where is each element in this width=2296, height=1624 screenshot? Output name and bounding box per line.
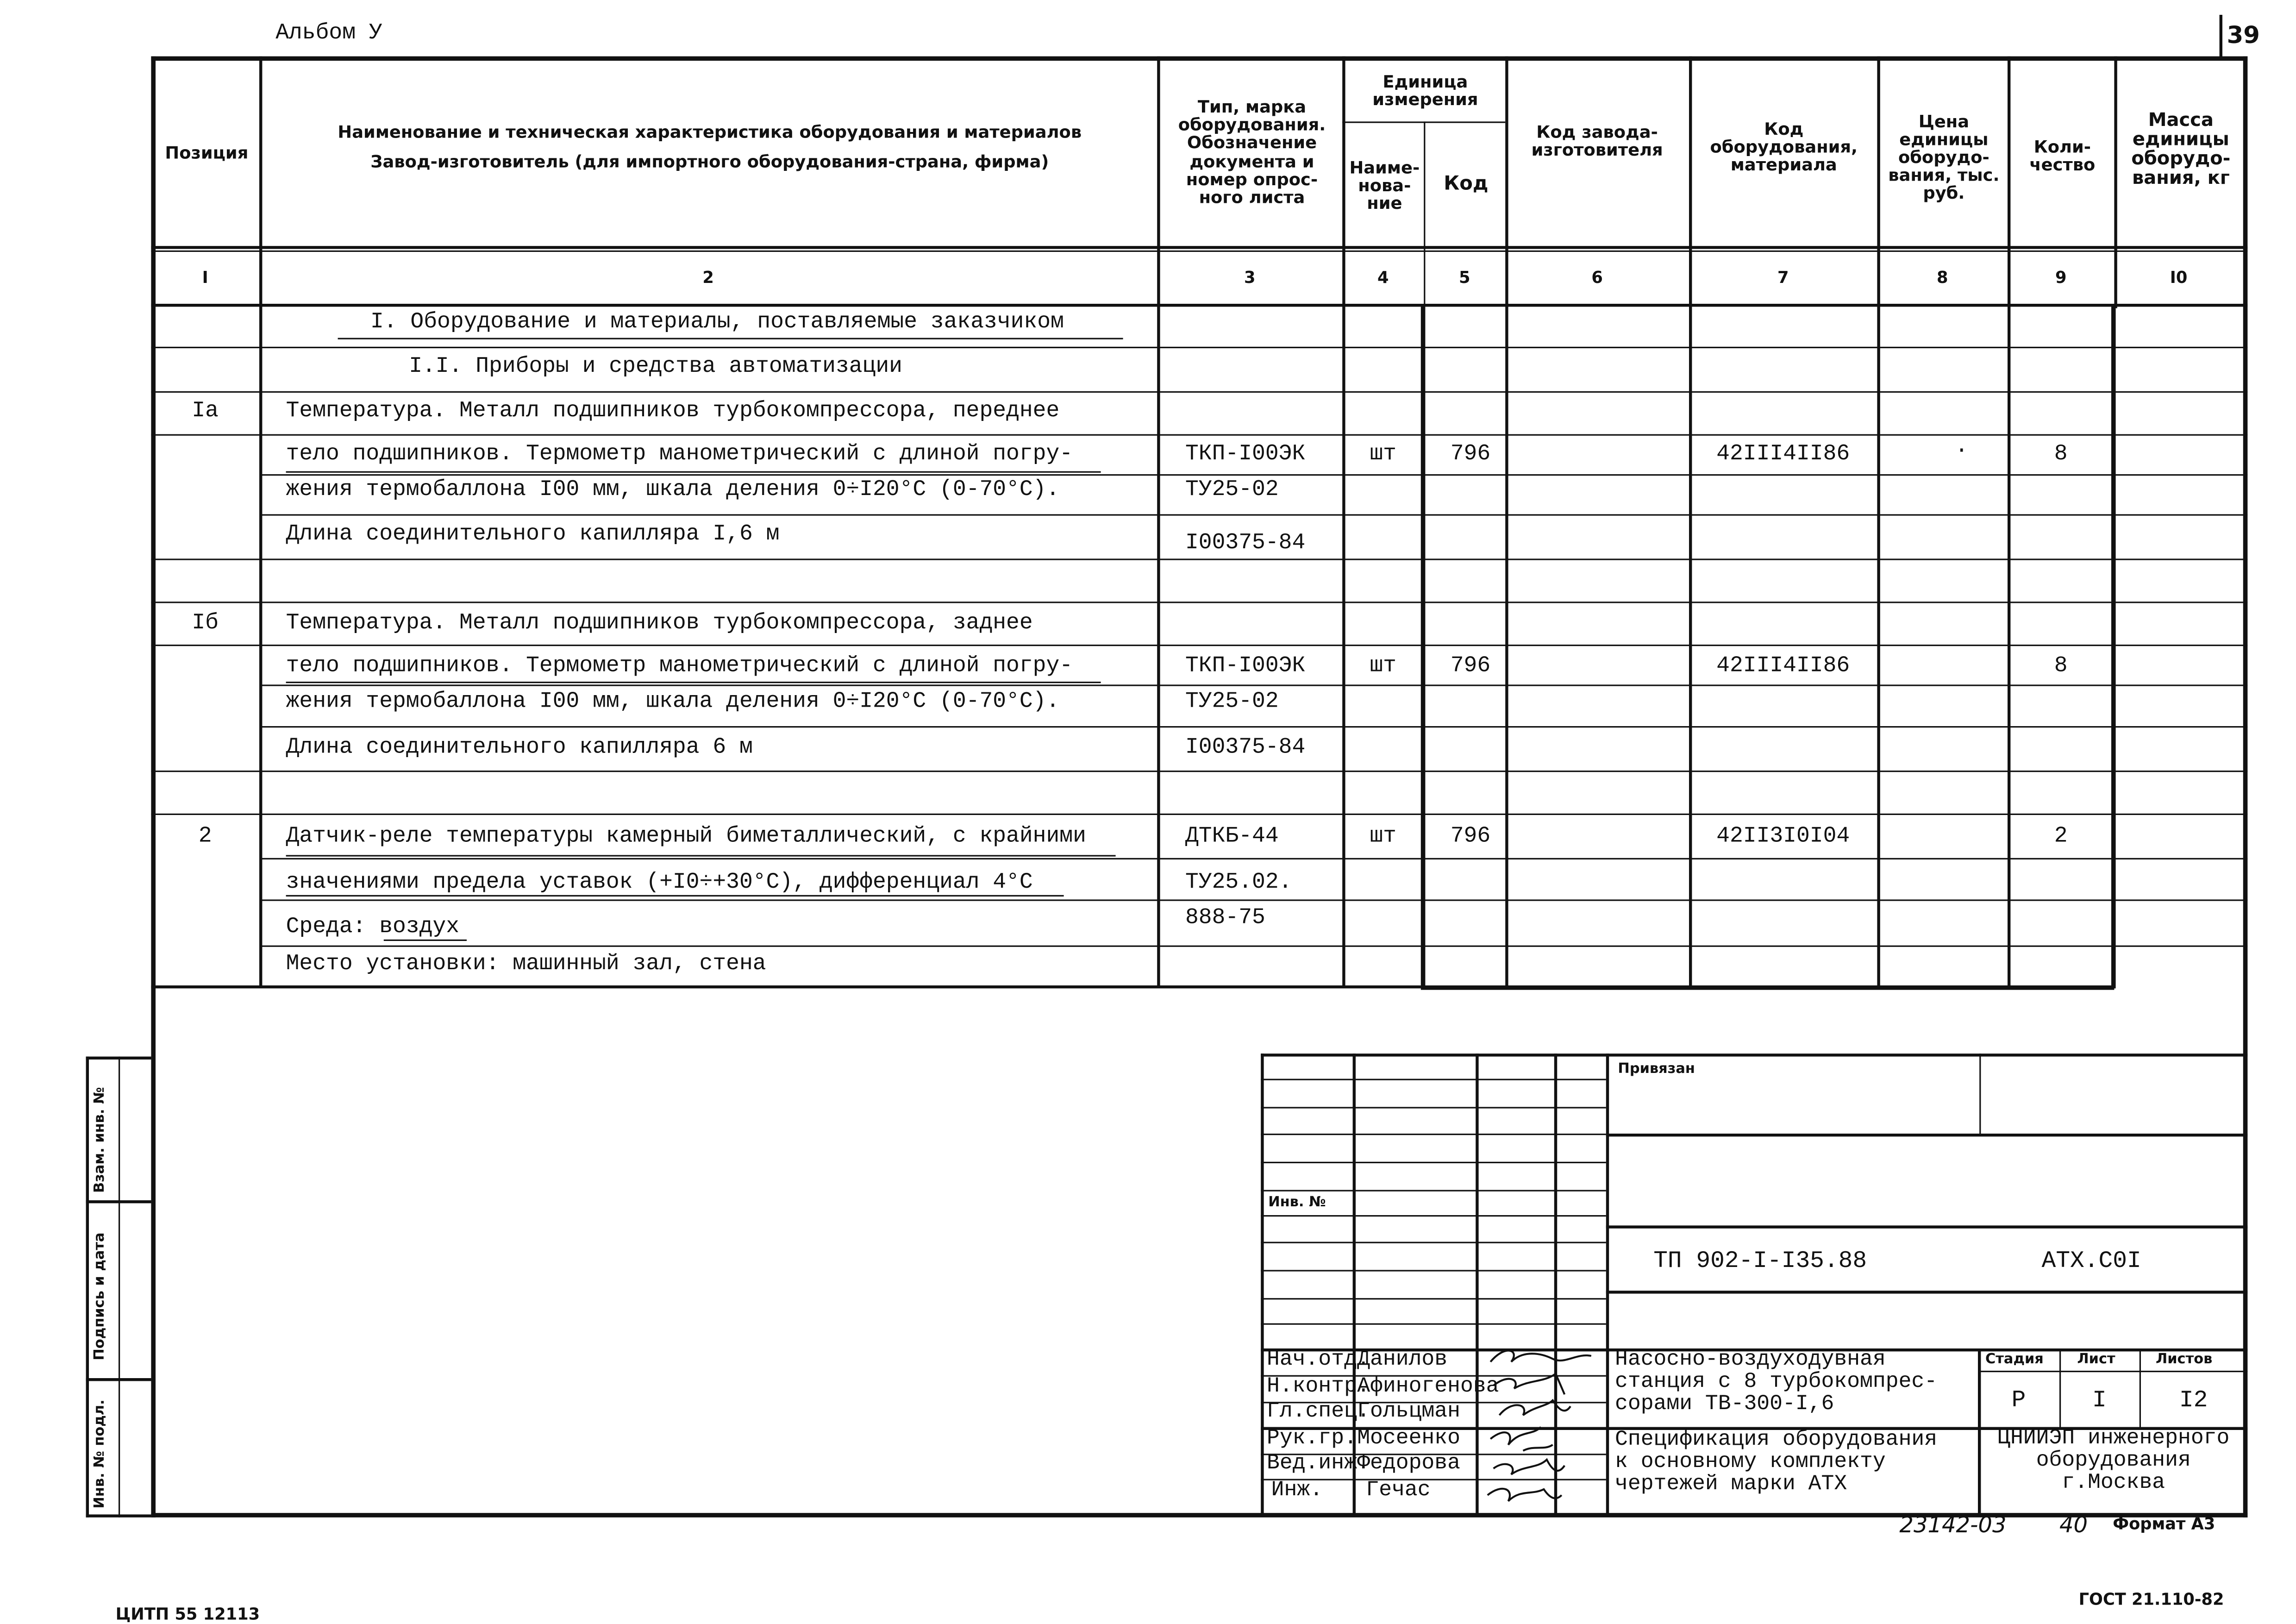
signer-name: Федорова [1357,1452,1460,1476]
page-number: 39 [2227,20,2260,49]
col-num-2: 2 [702,267,714,287]
col-num-6: 6 [1591,267,1603,287]
row-material-code: 42III4II86 [1716,653,1850,679]
row-name: Место установки: машинный зал, стена [286,951,766,977]
row-quantity: 8 [2054,653,2068,679]
row-price: · [1955,439,1969,464]
signer-role: Нач.отд. [1267,1348,1370,1373]
document-code: ТП 902-I-I35.88 [1653,1248,1867,1274]
row-name: жения термобаллона I00 мм, шкала деления 0÷I20°С (0-70°С). [286,689,1060,715]
row-name: тело подшипников. Термометр манометрический с длиной погру- [286,441,1073,467]
col-num-7: 7 [1777,267,1789,287]
header-material-code: Код оборудования, материала [1710,118,1858,175]
row-name: Датчик-реле температуры камерный биметаллический, с крайними [286,824,1086,849]
row-type: 888-75 [1185,905,1265,931]
row-name: Длина соединительного капилляра I,6 м [286,521,780,547]
section-title: I. Оборудование и материалы, поставляемые заказчиком [370,309,1064,335]
handwritten-page: 40 [2059,1511,2088,1538]
frame-top [151,56,2247,61]
col-num-5: 5 [1458,267,1470,287]
row-type: ТУ25-02 [1185,689,1279,715]
signatures-graphic [1479,1341,1606,1519]
row-unit: шт [1370,653,1396,679]
signer-role: Рук.гр. [1267,1427,1357,1451]
sheet-title-line: к основному комплекту [1615,1450,1886,1474]
header-unit-name: Наиме-нова-ние [1349,157,1420,213]
row-material-code: 42II3I0I04 [1716,824,1850,849]
album-label: Альбом У [275,20,382,46]
row-position: Iа [192,398,219,424]
col-num-3: 3 [1244,267,1256,287]
row-type: ТКП-I00ЭК [1185,441,1306,467]
header-price: Цена единицы оборудо-вания, тыс. руб. [1888,111,2000,203]
section-title-underline [338,338,1123,339]
row-name: жения термобаллона I00 мм, шкала деления 0÷I20°С (0-70°С). [286,477,1060,502]
row-position: Iб [192,610,219,636]
row-name: Температура. Металл подшипников турбокомпрессора, заднее [286,610,1033,636]
row-name: Температура. Металл подшипников турбокомпрессора, переднее [286,398,1060,424]
row-type: I00375-84 [1185,530,1306,556]
header-position: Позиция [165,142,249,163]
row-type: ТКП-I00ЭК [1185,653,1306,679]
header-type: Тип, марка оборудования. Обозначение документа и номер опрос-ного листа [1178,97,1326,207]
row-name: Длина соединительного капилляра 6 м [286,735,753,760]
org-line: ЦНИИЭП инженерного [1997,1427,2230,1451]
header-mass: Масса единицы оборудо-вания, кг [2131,107,2231,188]
col-num-1: I [202,267,208,287]
privyazan-label: Привязан [1618,1061,1695,1078]
signer-name: Данилов [1357,1348,1448,1373]
header-name-line1: Наименование и техническая характеристика оборудования и материалов [338,121,1082,143]
row-name: значениями предела уставок (+I0÷+30°С), дифференциал 4°С [286,870,1033,895]
sheet-value: I [2092,1387,2107,1414]
object-name-line: станция с 8 турбокомпрес- [1615,1371,1938,1395]
header-factory-code: Код завода-изготовителя [1531,121,1663,160]
inv-no-label: Инв. № [1268,1194,1326,1211]
header-name-line2: Завод-изготовитель (для импортного оборудования-страна, фирма) [370,151,1049,172]
signer-name: Мосеенко [1357,1427,1460,1451]
row-material-code: 42III4II86 [1716,441,1850,467]
gost-label: ГОСТ 21.110-82 [2078,1590,2224,1610]
org-line: г.Москва [2062,1471,2165,1495]
handwritten-number: 23142-03 [1899,1511,2007,1538]
format-label: Формат А3 [2113,1514,2215,1534]
sheets-label: Листов [2156,1351,2213,1368]
row-name: тело подшипников. Термометр манометрический с длиной погру- [286,653,1073,679]
row-position: 2 [198,824,212,849]
header-unit-code: Код [1444,173,1489,196]
signer-name: Гольцман [1357,1400,1460,1424]
col-num-4: 4 [1377,267,1389,287]
row-type: ТУ25.02. [1185,870,1292,895]
signer-name: Гечас [1366,1479,1431,1503]
col-num-10: I0 [2170,267,2188,287]
row-type: ТУ25-02 [1185,477,1279,502]
row-unit-code: 796 [1450,824,1491,849]
quantity-block-bottom [1421,985,2115,990]
object-name-line: Насосно-воздуходувная [1615,1348,1886,1373]
frame-right [2243,56,2248,1517]
signer-role: Гл.спец. [1267,1400,1370,1424]
left-code: ЦИТП 55 12113 [115,1605,260,1624]
row-name: Среда: воздух [286,914,460,940]
header-unit: Единица измерения [1372,71,1478,110]
side-stamp-inv-podl: Инв. № подл. [92,1399,108,1509]
table-bottom-line [151,985,1420,988]
sheet-title-line: чертежей марки АТХ [1615,1473,1847,1497]
stage-label: Стадия [1985,1351,2044,1368]
row-type: ДТКБ-44 [1185,824,1279,849]
column-numbers-bottom-line [151,304,2247,307]
sheets-value: I2 [2179,1387,2208,1414]
side-stamp-vzam: Взам. инв. № [92,1087,108,1193]
sheet-title-line: Спецификация оборудования [1615,1428,1938,1452]
signer-role: Вед.инж. [1267,1452,1370,1476]
row-unit-code: 796 [1450,653,1491,679]
signer-role: Инж. [1271,1479,1323,1503]
drawing-mark: АТХ.С0I [2041,1248,2141,1274]
stage-value: Р [2011,1387,2026,1414]
col-num-8: 8 [1936,267,1948,287]
col-num-9: 9 [2055,267,2067,287]
object-name-line: сорами ТВ-300-I,6 [1615,1393,1834,1417]
header-bottom-line [151,246,2247,249]
org-line: оборудования [2036,1449,2191,1473]
header-quantity: Коли-чество [2029,136,2096,175]
sheet-label: Лист [2077,1351,2115,1368]
row-unit: шт [1370,441,1396,467]
row-quantity: 2 [2054,824,2068,849]
row-unit-code: 796 [1450,441,1491,467]
row-unit: шт [1370,824,1396,849]
row-quantity: 8 [2054,441,2068,467]
title-block-top [1261,1053,2247,1056]
page-number-divider [2220,15,2222,59]
row-type: I00375-84 [1185,735,1306,760]
subsection-title: I.I. Приборы и средства автоматизации [409,354,903,380]
side-stamp-podpis: Подпись и дата [92,1232,108,1361]
signer-name: Афиногенова [1357,1375,1499,1399]
signer-role: Н.контр. [1267,1375,1370,1399]
